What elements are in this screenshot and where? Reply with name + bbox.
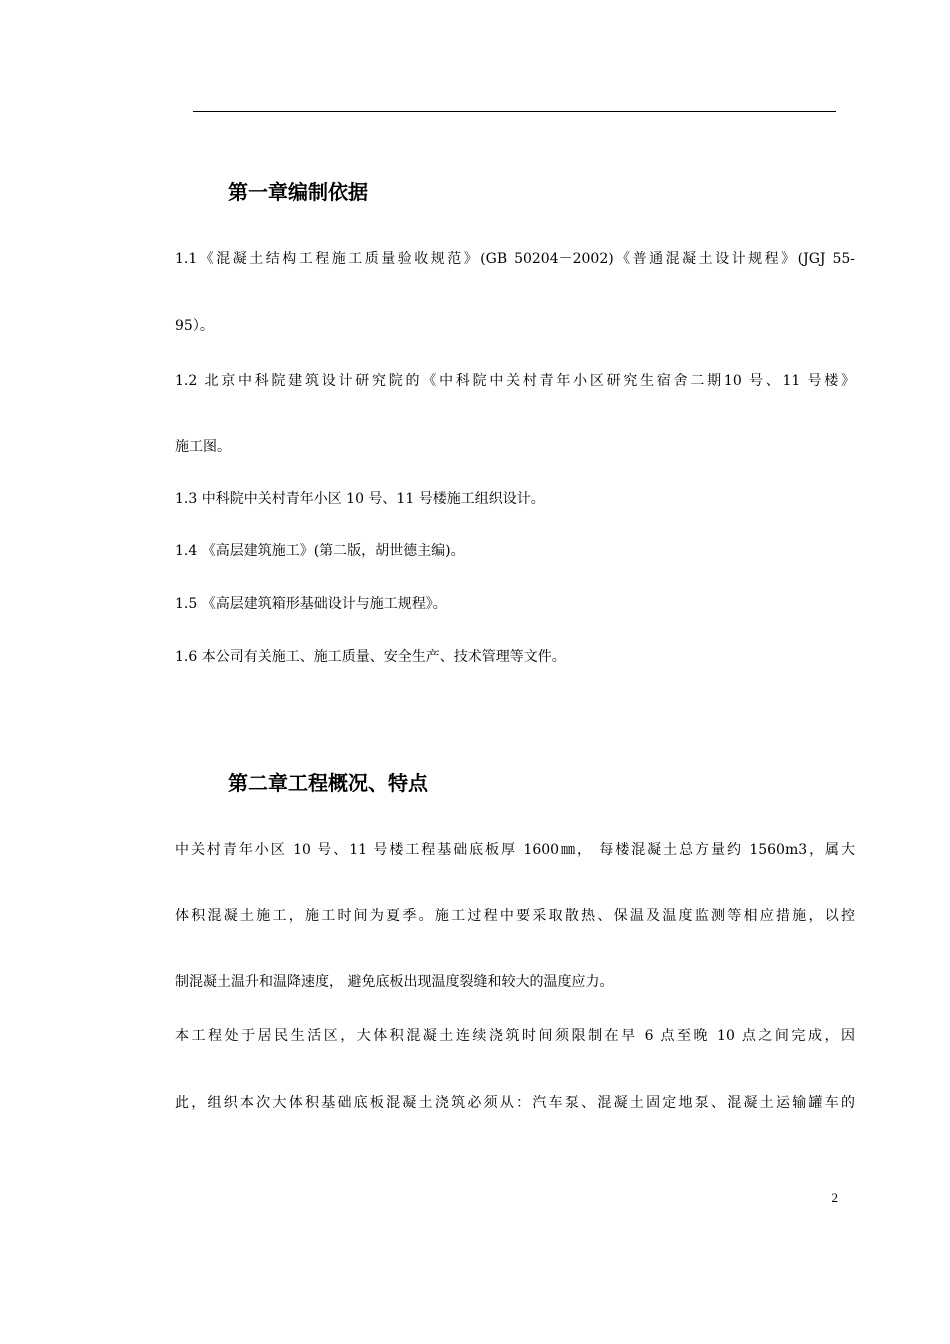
chapter1-line-1: 1.1《混凝土结构工程施工质量验收规范》(GB 50204－2002)《普通混凝土设计规程》(JGJ 55- <box>175 251 855 267</box>
chapter1-line-8: 1.6 本公司有关施工、施工质量、安全生产、技术管理等文件。 <box>175 649 566 665</box>
chapter2-title: 第二章工程概况、特点 <box>228 771 428 795</box>
chapter2-line-5: 此，组织本次大体积基础底板混凝土浇筑必须从：汽车泵、混凝土固定地泵、混凝土运输罐车的 <box>175 1095 855 1111</box>
chapter1-line-4: 施工图。 <box>175 439 231 455</box>
chapter2-line-4: 本工程处于居民生活区，大体积混凝土连续浇筑时间须限制在早 6 点至晚 10 点之间完成，因 <box>175 1028 855 1044</box>
chapter1-line-5: 1.3 中科院中关村青年小区 10 号、11 号楼施工组织设计。 <box>175 491 545 507</box>
chapter1-title: 第一章编制依据 <box>228 180 368 204</box>
chapter2-line-3: 制混凝土温升和温降速度， 避免底板出现温度裂缝和较大的温度应力。 <box>175 974 614 990</box>
chapter2-line-2: 体积混凝土施工，施工时间为夏季。施工过程中要采取散热、保温及温度监测等相应措施，以控 <box>175 908 855 924</box>
chapter1-line-2: 95）。 <box>175 318 214 334</box>
chapter1-line-7: 1.5 《高层建筑箱形基础设计与施工规程》。 <box>175 596 447 612</box>
header-rule <box>193 111 836 112</box>
chapter2-line-1: 中关村青年小区 10 号、11 号楼工程基础底板厚 1600㎜， 每楼混凝土总方量约 1560m3，属大 <box>175 842 855 858</box>
page-number: 2 <box>831 1190 838 1205</box>
chapter1-line-3: 1.2 北京中科院建筑设计研究院的《中科院中关村青年小区研究生宿舍二期10 号、11 号楼》 <box>175 373 855 389</box>
chapter1-line-6: 1.4 《高层建筑施工》(第二版，胡世德主编)。 <box>175 543 465 559</box>
